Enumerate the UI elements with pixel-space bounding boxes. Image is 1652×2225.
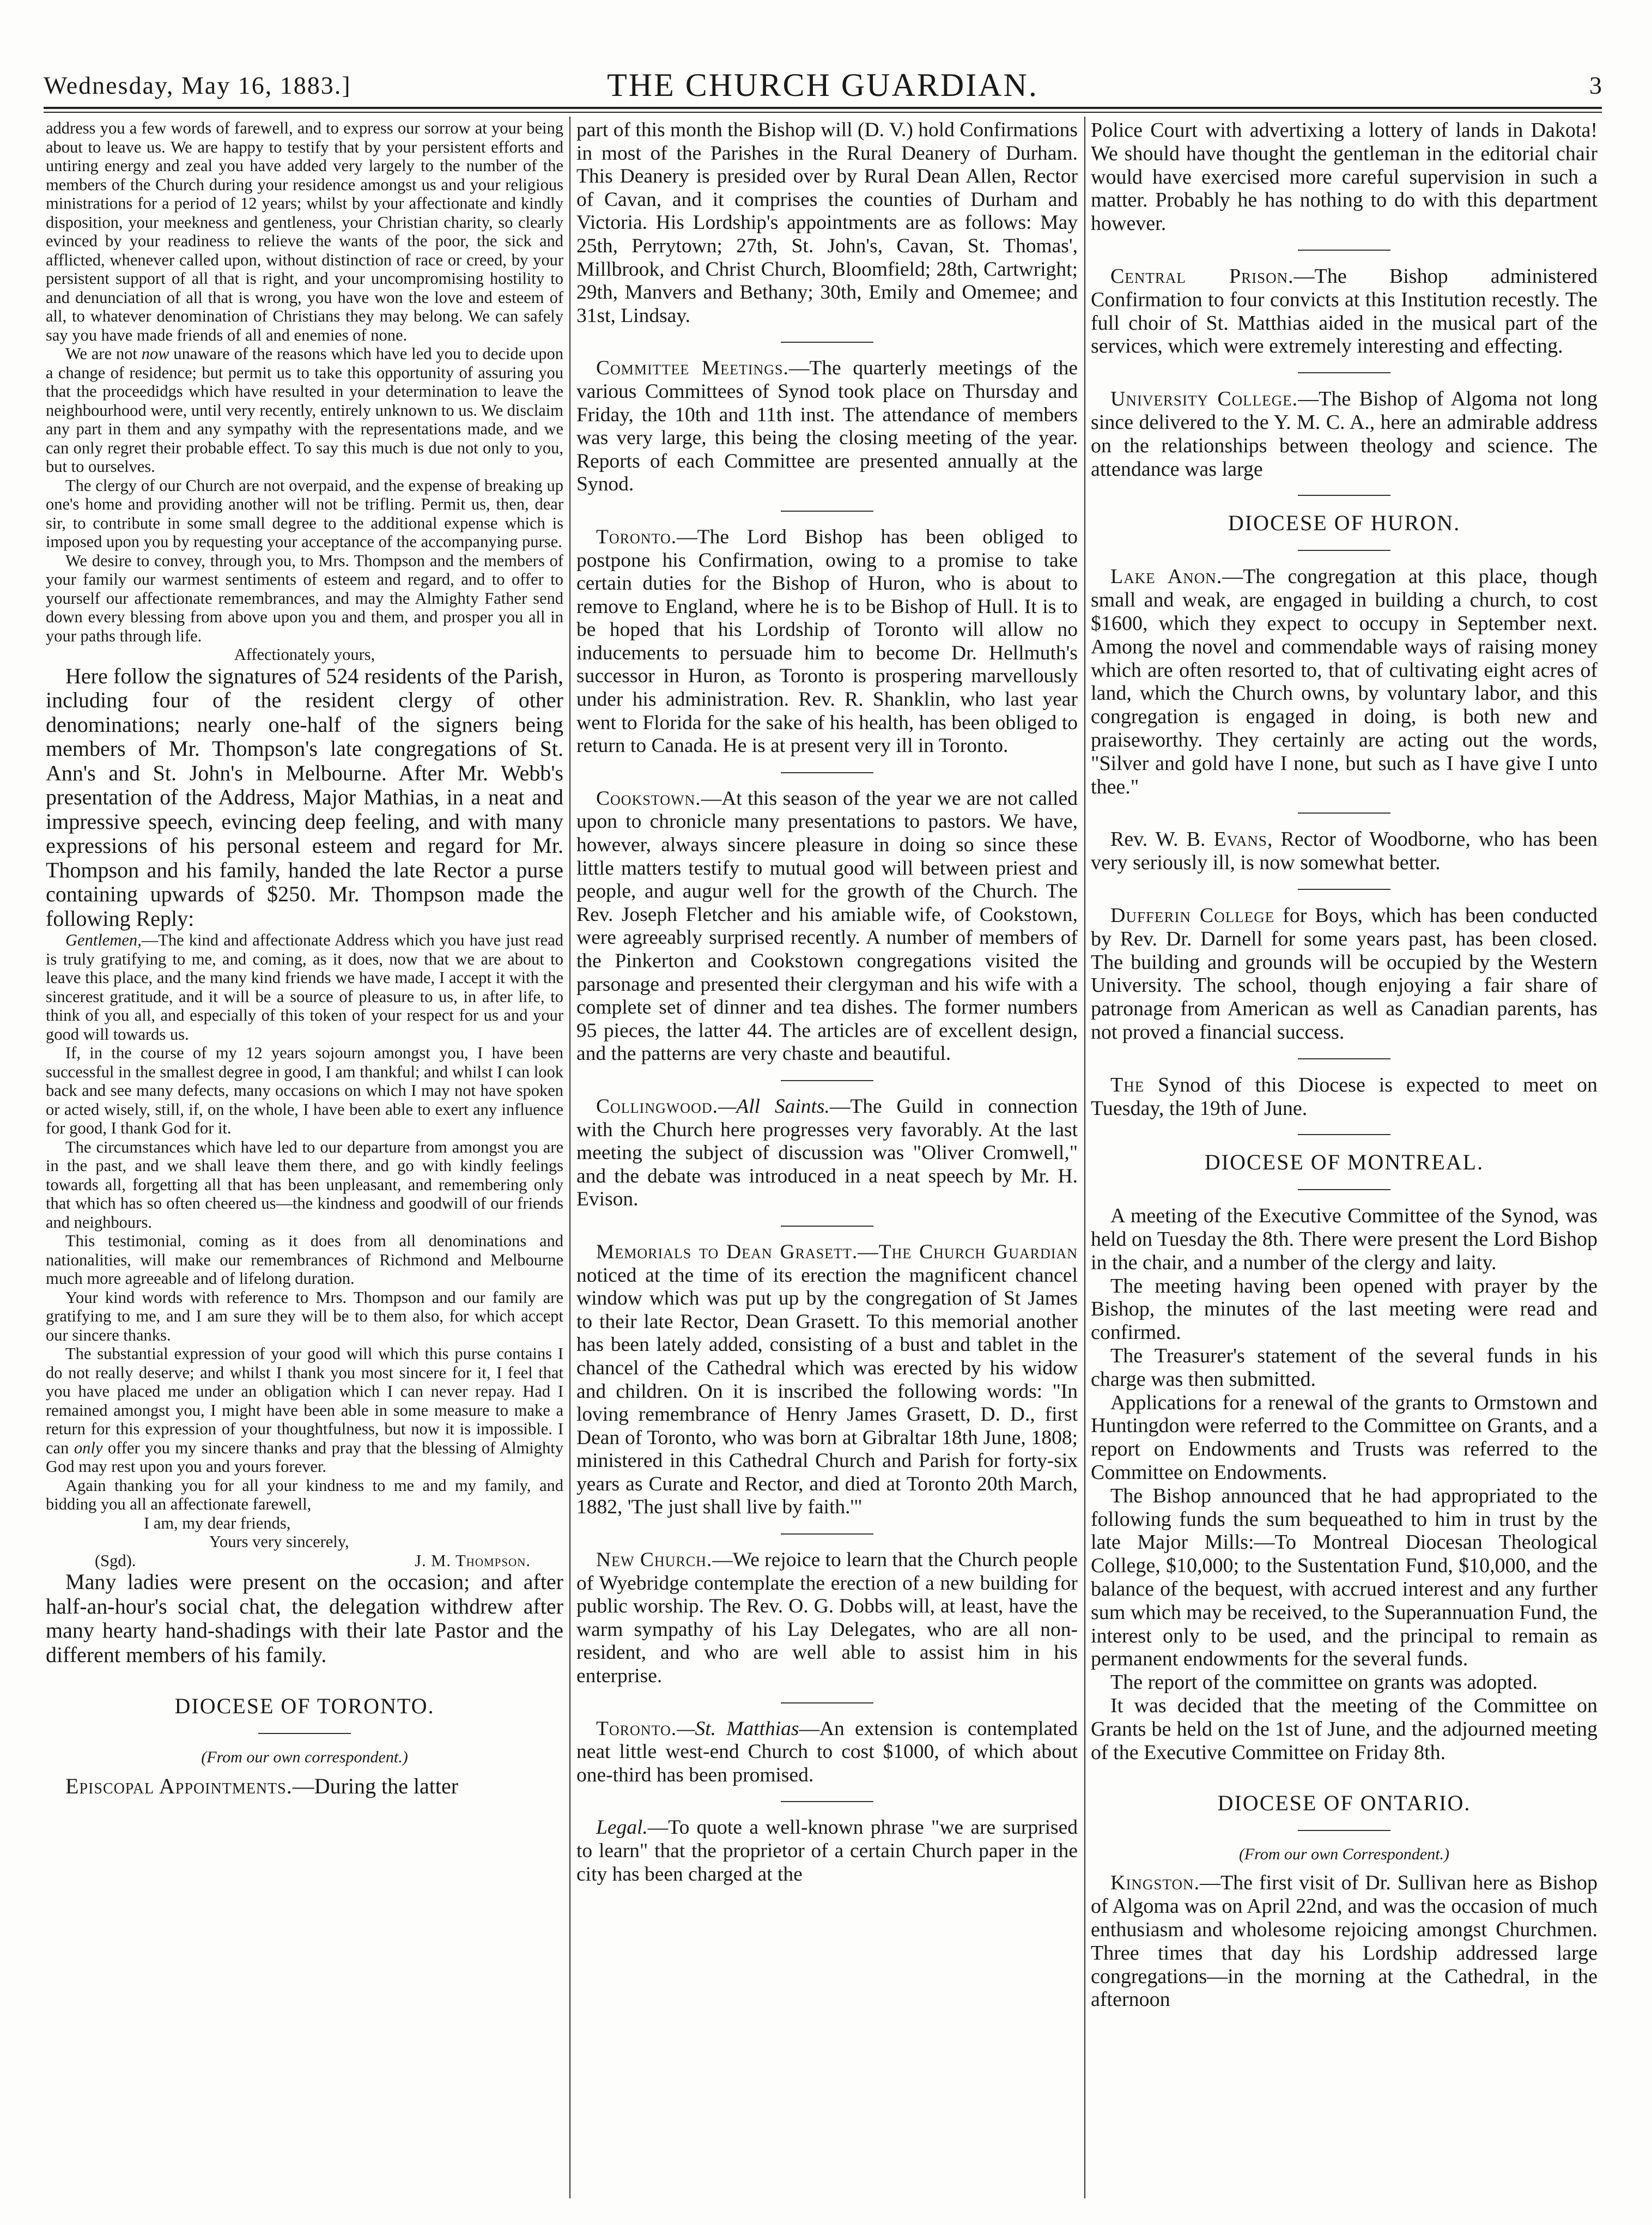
- item-title: Legal.: [596, 1816, 648, 1839]
- item-title: Lake Anon.: [1110, 565, 1223, 589]
- address-paragraph-3: The clergy of our Church are not overpaid, and the expense of breaking up one's home and providing another will not be trifling. Permit us, then, dear sir, to contribute in some small degree to the additional expense which is imposed upon you by requesting your acceptance of the accompanying purse.: [46, 476, 563, 551]
- reply-closing-1: I am, my dear friends,: [144, 1513, 291, 1532]
- text-run: Synod of this Diocese is expected to meet on Tuesday, the 19th of June.: [1091, 1073, 1598, 1120]
- section-separator: [1298, 1830, 1390, 1831]
- section-heading-huron: DIOCESE OF HURON.: [1228, 511, 1461, 536]
- section-separator: [1298, 250, 1390, 251]
- episcopal-appointments-cont: part of this month the Bishop will (D. V.) hold Confirmations in most of the Parishes in the Rural Deanery of Durham. This Deanery is presided over by Rural Dean Allen, Rector of Cavan, and it comprises the counties of Durham and Victoria. His Lordship's appointments are as follows: May 25th, Perrytown; 27th, St. John's, Cavan, St. Thomas', Millbrook, and Christ Church, Bloomfield; 28th, Cartwright; 29th, Manvers and Bethany; 30th, Emily and Omemee; and 31st, Lindsay.: [576, 119, 1078, 327]
- cookstown-item: [576, 787, 1078, 1066]
- dufferin-college-item: [1091, 904, 1598, 1044]
- signature-line: [46, 1551, 563, 1571]
- section-separator: [1298, 889, 1390, 890]
- text-run: —The congregation at this place, though small and weak, are engaged in building a church, to cost $1600, which they expect to occupy in September next. Among the novel and commendable ways of raising money which are often resorted to, that of cultivating eight acres of land, which the Church owns, by voluntary labor, and this congregation is engaged in doing, is both new and praiseworthy. They certainly are acting out the words, "Silver and gold have I none, but such as I have give I unto thee.": [1091, 565, 1598, 798]
- st-matthias-item: [576, 1718, 1078, 1787]
- university-college-item: [1091, 387, 1598, 481]
- text-run: —The Bishop of Algoma not long since delivered to the Y. M. C. A., here an admirable address on the relationships between theology and science. The attendance was large: [1091, 387, 1598, 481]
- lake-anon-item: [1091, 565, 1598, 798]
- text-run: unaware of the reasons which have led you to decide upon a change of residence; but permit us to take this opportunity of assuring you that the proceedidgs which have resulted in your determination to leave the neighbourhood were, until very recently, entirely unknown to us. We disclaim any part in them and any sympathy with the representations made, and we can only regret their probable effect. To say this much is due not only to you, but to ourselves.: [46, 344, 563, 476]
- section-separator: [1298, 1058, 1390, 1059]
- item-title: Cookstown.: [596, 787, 701, 810]
- section-heading-montreal: DIOCESE OF MONTREAL.: [1204, 1150, 1484, 1175]
- section-separator: [781, 342, 873, 343]
- reply-paragraph-3: The circumstances which have led to our departure from amongst you are in the past, and we shall leave them there, and go with kindly feelings towards all, forgetting all that has been unpleasant, and remembering only that which has so often cheered us—the kindness and goodwill of our friends and neighbours.: [46, 1137, 563, 1232]
- emphasis: —All Saints.: [718, 1095, 830, 1118]
- section-separator: [1298, 1189, 1390, 1190]
- issue-date: Wednesday, May 16, 1883.]: [44, 71, 351, 99]
- text-run: —The first visit of Dr. Sullivan here as Bishop of Algoma was on April 22nd, and was the occasion of much enthusiasm and wholesome rejoicing amongst Churchmen. Three times that day his Lordship addressed large congregations—in the morning at the Cathedral, in the afternoon: [1091, 1871, 1598, 2011]
- newspaper-title: THE CHURCH GUARDIAN.: [607, 67, 1038, 103]
- synod-item: [1091, 1074, 1598, 1120]
- text-run: —To quote a well-known phrase "we are surprised to learn" that the proprietor of a certain Church paper in the city has been charged at the: [576, 1816, 1078, 1886]
- page-number: 3: [1589, 71, 1602, 99]
- section-separator: [781, 1533, 873, 1535]
- text-run: The substantial expression of your good will which this purse contains I do not really deserve; and whilst I thank you most sincere for it, I feel that you have placed me under an obligation which I can never repay. Had I remained amongst you, I might have been able in some measure to make a return for this expression of your thoughtfulness, but now it is impossible. I can: [46, 1344, 563, 1457]
- text-run: —At this season of the year we are not called upon to chronicle many presentations to pastors. We have, however, always sincere pleasure in doing so since these little matters testify to mutual good will between priest and people, and augur well for the growth of the Church. The Rev. Joseph Fletcher and his amiable wife, of Cookstown, were agreeably surprised recently. A number of members of the Pinkerton and Cookstown congregations visited the parsonage and presented their clergyman and his wife with a complete set of dinner and tea dishes. The former numbers 95 pieces, the latter 44. The articles are of excellent design, and the patterns are very chaste and beautiful.: [576, 787, 1078, 1065]
- column-2: [576, 119, 1078, 2190]
- section-separator: [781, 772, 873, 773]
- section-separator: [258, 1733, 351, 1734]
- collingwood-item: [576, 1095, 1078, 1211]
- section-separator: [781, 1226, 873, 1227]
- section-separator: [781, 1080, 873, 1081]
- section-heading-ontario: DIOCESE OF ONTARIO.: [1217, 1791, 1471, 1816]
- montreal-paragraph-7: It was decided that the meeting of the Committee on Grants be held on the 1st of June, and the adjourned meeting of the Executive Committee on Friday 8th.: [1091, 1694, 1598, 1764]
- section-separator: [781, 511, 873, 512]
- section-heading-toronto: DIOCESE OF TORONTO.: [174, 1694, 435, 1718]
- section-separator: [781, 1702, 873, 1703]
- new-church-item: [576, 1549, 1078, 1688]
- salutation: Gentlemen,: [65, 931, 142, 949]
- item-title: The: [1110, 1073, 1145, 1096]
- item-title: Toronto.: [596, 1717, 677, 1740]
- item-title: Collingwood.: [596, 1095, 719, 1118]
- text-run: —The Bishop administered Confirmation to four convicts at this Institution recestly. The full choir of St. Matthias aided in the musical part of the services, which were extremely interesting and effecting.: [1091, 264, 1598, 358]
- text-run: for Boys, which has been conducted by Rev. Dr. Darnell for some years past, has been closed. The building and grounds will be occupied by the Western University. The school, though enjoying a fair share of patronage from American as well as Canadian parents, has not proved a financial success.: [1091, 904, 1598, 1044]
- episcopal-appointments-start: [46, 1774, 563, 1799]
- address-closing: Affectionately yours,: [234, 645, 375, 664]
- text-run: —The kind and affectionate Address which you have just read is truly gratifying to me, and coming, as it does, now that we are about to leave this place, and the many kind friends we have made, I accept it with the sincerest gratitude, and it will be a source of pleasure to us, in after life, to think of you all, and especially of this token of your respect for us and your good will towards us.: [46, 931, 563, 1044]
- section-separator: [781, 1801, 873, 1802]
- text-run: —The quarterly meetings of the various Committees of Synod took place on Thursday and Friday, the 10th and 11th inst. The attendance of members was very large, this being the closing meeting of the year. Reports of each Committee are presented annually at the Synod.: [576, 357, 1078, 496]
- top-rule: [44, 107, 1602, 109]
- text-run: —An extension is contemplated neat little west-end Church to cost $1000, of which about one-third has been promised.: [576, 1717, 1078, 1786]
- emphasis: now: [141, 344, 169, 363]
- reply-closing-2: Yours very sincerely,: [209, 1532, 349, 1551]
- toronto-item: [576, 526, 1078, 758]
- text-run: —We rejoice to learn that the Church people of Wyebridge contemplate the erection of a new building for public worship. The Rev. O. G. Dobbs will, at least, have the warm sympathy of his Lay Delegates, who are all non-resident, and who are well able to assist him in his enterprise.: [576, 1549, 1078, 1688]
- column-3: [1091, 119, 1598, 2190]
- item-title: Evans: [1213, 828, 1267, 851]
- rev-evans-item: [1091, 828, 1598, 875]
- sgd-label: (Sgd).: [95, 1551, 136, 1570]
- montreal-paragraph-1: A meeting of the Executive Committee of the Synod, was held on Tuesday the 8th. There were present the Lord Bishop in the chair, and a number of the clergy and laity.: [1091, 1204, 1598, 1274]
- item-title: Central Prison.: [1110, 264, 1294, 288]
- emphasis: —St. Matthias: [677, 1717, 799, 1740]
- signer-name: J. M. Thompson.: [415, 1551, 531, 1570]
- reply-paragraph-2: If, in the course of my 12 years sojourn amongst you, I have been successful in the smallest degree in good, I am thankful; and whilst I can look back and see many defects, many occasions on which I may not have spoken or acted wisely, still, if, on the whole, I have been able to exert any influence for good, I thank God for it.: [46, 1044, 563, 1137]
- section-subheading-toronto: (From our own correspondent.): [201, 1748, 408, 1766]
- masthead: [44, 64, 1602, 108]
- reply-paragraph-4: This testimonial, coming as it does from all denominations and nationalities, will make our remembrances of Richmond and Melbourne much more agreeable and of lifelong duration.: [46, 1232, 563, 1288]
- text-run: We are not: [65, 344, 142, 363]
- legal-item: [576, 1816, 1078, 1886]
- publication-name: —The Church Guardian: [858, 1240, 1078, 1263]
- item-title: Toronto.: [596, 525, 677, 548]
- section-separator: [1298, 1134, 1390, 1135]
- column-rule-1: [569, 117, 570, 2198]
- reply-paragraph-1: [46, 931, 563, 1044]
- column-1: [46, 119, 563, 2190]
- address-paragraph-2: [46, 344, 563, 476]
- item-title: Kingston.: [1110, 1871, 1200, 1895]
- text-run: —The Guild in connection with the Church here progresses very favorably. At the last meeting the subject of discussion was "Oliver Cromwell," and the debate was introduced in a neat speech by Mr. H. Evison.: [576, 1095, 1078, 1211]
- item-title: Episcopal Appointments.: [65, 1774, 293, 1798]
- montreal-paragraph-5: The Bishop announced that he had appropriated to the following funds the sum bequeathed to him in trust by the late Major Mills:—To Montreal Diocesan Theological College, $10,000; to the Sustentation Fund, $10,000, and the balance of the bequest, with accrued interest and any further sum which may be received, to the Superannuation Fund, the interest only to be used, and the principal to remain as permanent endowments for the several funds.: [1091, 1484, 1598, 1671]
- committee-meetings-item: [576, 357, 1078, 496]
- kingston-item: [1091, 1871, 1598, 2011]
- montreal-paragraph-6: The report of the committee on grants was adopted.: [1110, 1671, 1538, 1694]
- montreal-paragraph-2: The meeting having been opened with prayer by the Bishop, the minutes of the last meeting were read and confirmed.: [1091, 1274, 1598, 1344]
- text-run: Rev. W. B.: [1110, 828, 1214, 851]
- montreal-paragraph-4: Applications for a renewal of the grants to Ormstown and Huntingdon were referred to the Committee on Grants, and a report on Endowments and Trusts was referred to the Committee on Endowments.: [1091, 1391, 1598, 1484]
- reply-paragraph-5: Your kind words with reference to Mrs. Thompson and our family are gratifying to me, and I am sure they will be to them also, for which accept our sincere thanks.: [46, 1288, 563, 1344]
- montreal-paragraph-3: The Treasurer's statement of the several funds in his charge was then submitted.: [1091, 1344, 1598, 1391]
- item-title: New Church.: [596, 1549, 713, 1572]
- section-separator: [1298, 372, 1390, 373]
- text-run: —During the latter: [292, 1774, 459, 1798]
- central-prison-item: [1091, 265, 1598, 358]
- item-title: Committee Meetings.: [596, 357, 789, 380]
- text-run: —The Lord Bishop has been obliged to postpone his Confirmation, owing to a promise to take certain duties for the Bishop of Huron, who is about to remove to England, where he is to be Bishop of Hull. It is to be hoped that his Lordship of Toronto will allow no inducements to persuade him to become Dr. Hellmuth's successor in Huron, as Toronto is prospering marvellously under his administration. Rev. R. Shanklin, who last year went to Florida for the sake of his health, has been obliged to return to Canada. He is at present very ill in Toronto.: [576, 525, 1078, 757]
- section-subheading-ontario: (From our own Correspondent.): [1238, 1845, 1450, 1864]
- section-separator: [1298, 550, 1390, 551]
- top-rule-thin: [44, 112, 1602, 113]
- section-separator: [1298, 495, 1390, 496]
- reply-paragraph-6: [46, 1344, 563, 1476]
- closing-paragraph: Many ladies were present on the occasion; and after half-an-hour's social chat, the delegation withdrew after many hearty hand-shadings with their late Pastor and the different members of his family.: [46, 1569, 563, 1667]
- address-paragraph-1: address you a few words of farewell, and to express our sorrow at your being about to leave us. We are happy to testify that by your persistent efforts and untiring energy and zeal you have added very largely to the number of the members of the Church during your residence amongst us and your religious ministrations for a period of 12 years; whilst by your affectionate and kindly disposition, your meekness and gentleness, your Christian charity, so clearly evinced by your readiness to relieve the wants of the poor, the sick and afflicted, whenever called upon, without distinction of race or creed, by your persistent support of all that is right, and your uncompromising hostility to and denunciation of all that is wrong, you have won the love and esteem of all, to whatever denomination of Christians they may belong. We can safely say you have made friends of all and enemies of none.: [46, 119, 563, 344]
- text-run: , Rector of Woodborne, who has been very seriously ill, is now somewhat better.: [1091, 828, 1598, 875]
- item-title: University College.: [1110, 387, 1298, 411]
- emphasis: only: [74, 1438, 103, 1457]
- text-run: noticed at the time of its erection the magnificent chancel window which was put up by the congregation of St James to their late Rector, Dean Grasett. To this memorial another has been lately added, consisting of a bust and tablet in the chancel of the Cathedral which was erected by his widow and children. On it is inscribed the following words: "In loving remembrance of Henry James Grasett, D. D., first Dean of Toronto, who was born at Gibraltar 18th June, 1808; ministered in this Cathedral Church and Parish for forty-six years as Curate and Rector, and died at Toronto 20th March, 1882, 'The just shall live by faith.'": [576, 1264, 1078, 1519]
- text-run: offer you my sincere thanks and pray that the blessing of Almighty God may rest upon you and yours forever.: [46, 1438, 563, 1476]
- reply-paragraph-7: Again thanking you for all your kindness to me and my family, and bidding you all an affectionate farewell,: [46, 1476, 563, 1513]
- grasett-memorial-item: [576, 1241, 1078, 1519]
- legal-item-cont: Police Court with advertixing a lottery of lands in Dakota! We should have thought the gentleman in the editorial chair would have exercised more careful supervision in such a matter. Probably he has nothing to do with this department however.: [1091, 119, 1598, 235]
- section-separator: [1298, 813, 1390, 814]
- item-title: Memorials to Dean Grasett.: [596, 1240, 858, 1263]
- signatures-paragraph: Here follow the signatures of 524 residents of the Parish, including four of the resident clergy of other denominations; nearly one-half of the signers being members of Mr. Thompson's late congregations of St. Ann's and St. John's in Melbourne. After Mr. Webb's presentation of the Address, Major Mathias, in a neat and impressive speech, evincing deep feeling, and with many expressions of his personal esteem and regard for Mr. Thompson and his family, handed the late Rector a purse containing upwards of $250. Mr. Thompson made the following Reply:: [46, 663, 563, 931]
- item-title: Dufferin College: [1110, 904, 1275, 927]
- address-paragraph-4: We desire to convey, through you, to Mrs. Thompson and the members of your family our warmest sentiments of esteem and regard, and to offer to yourself our affectionate remembrances, and may the Almighty Father send down every blessing from above upon you and them, and prosper you all in your paths through life.: [46, 551, 563, 645]
- column-rule-2: [1084, 117, 1085, 2198]
